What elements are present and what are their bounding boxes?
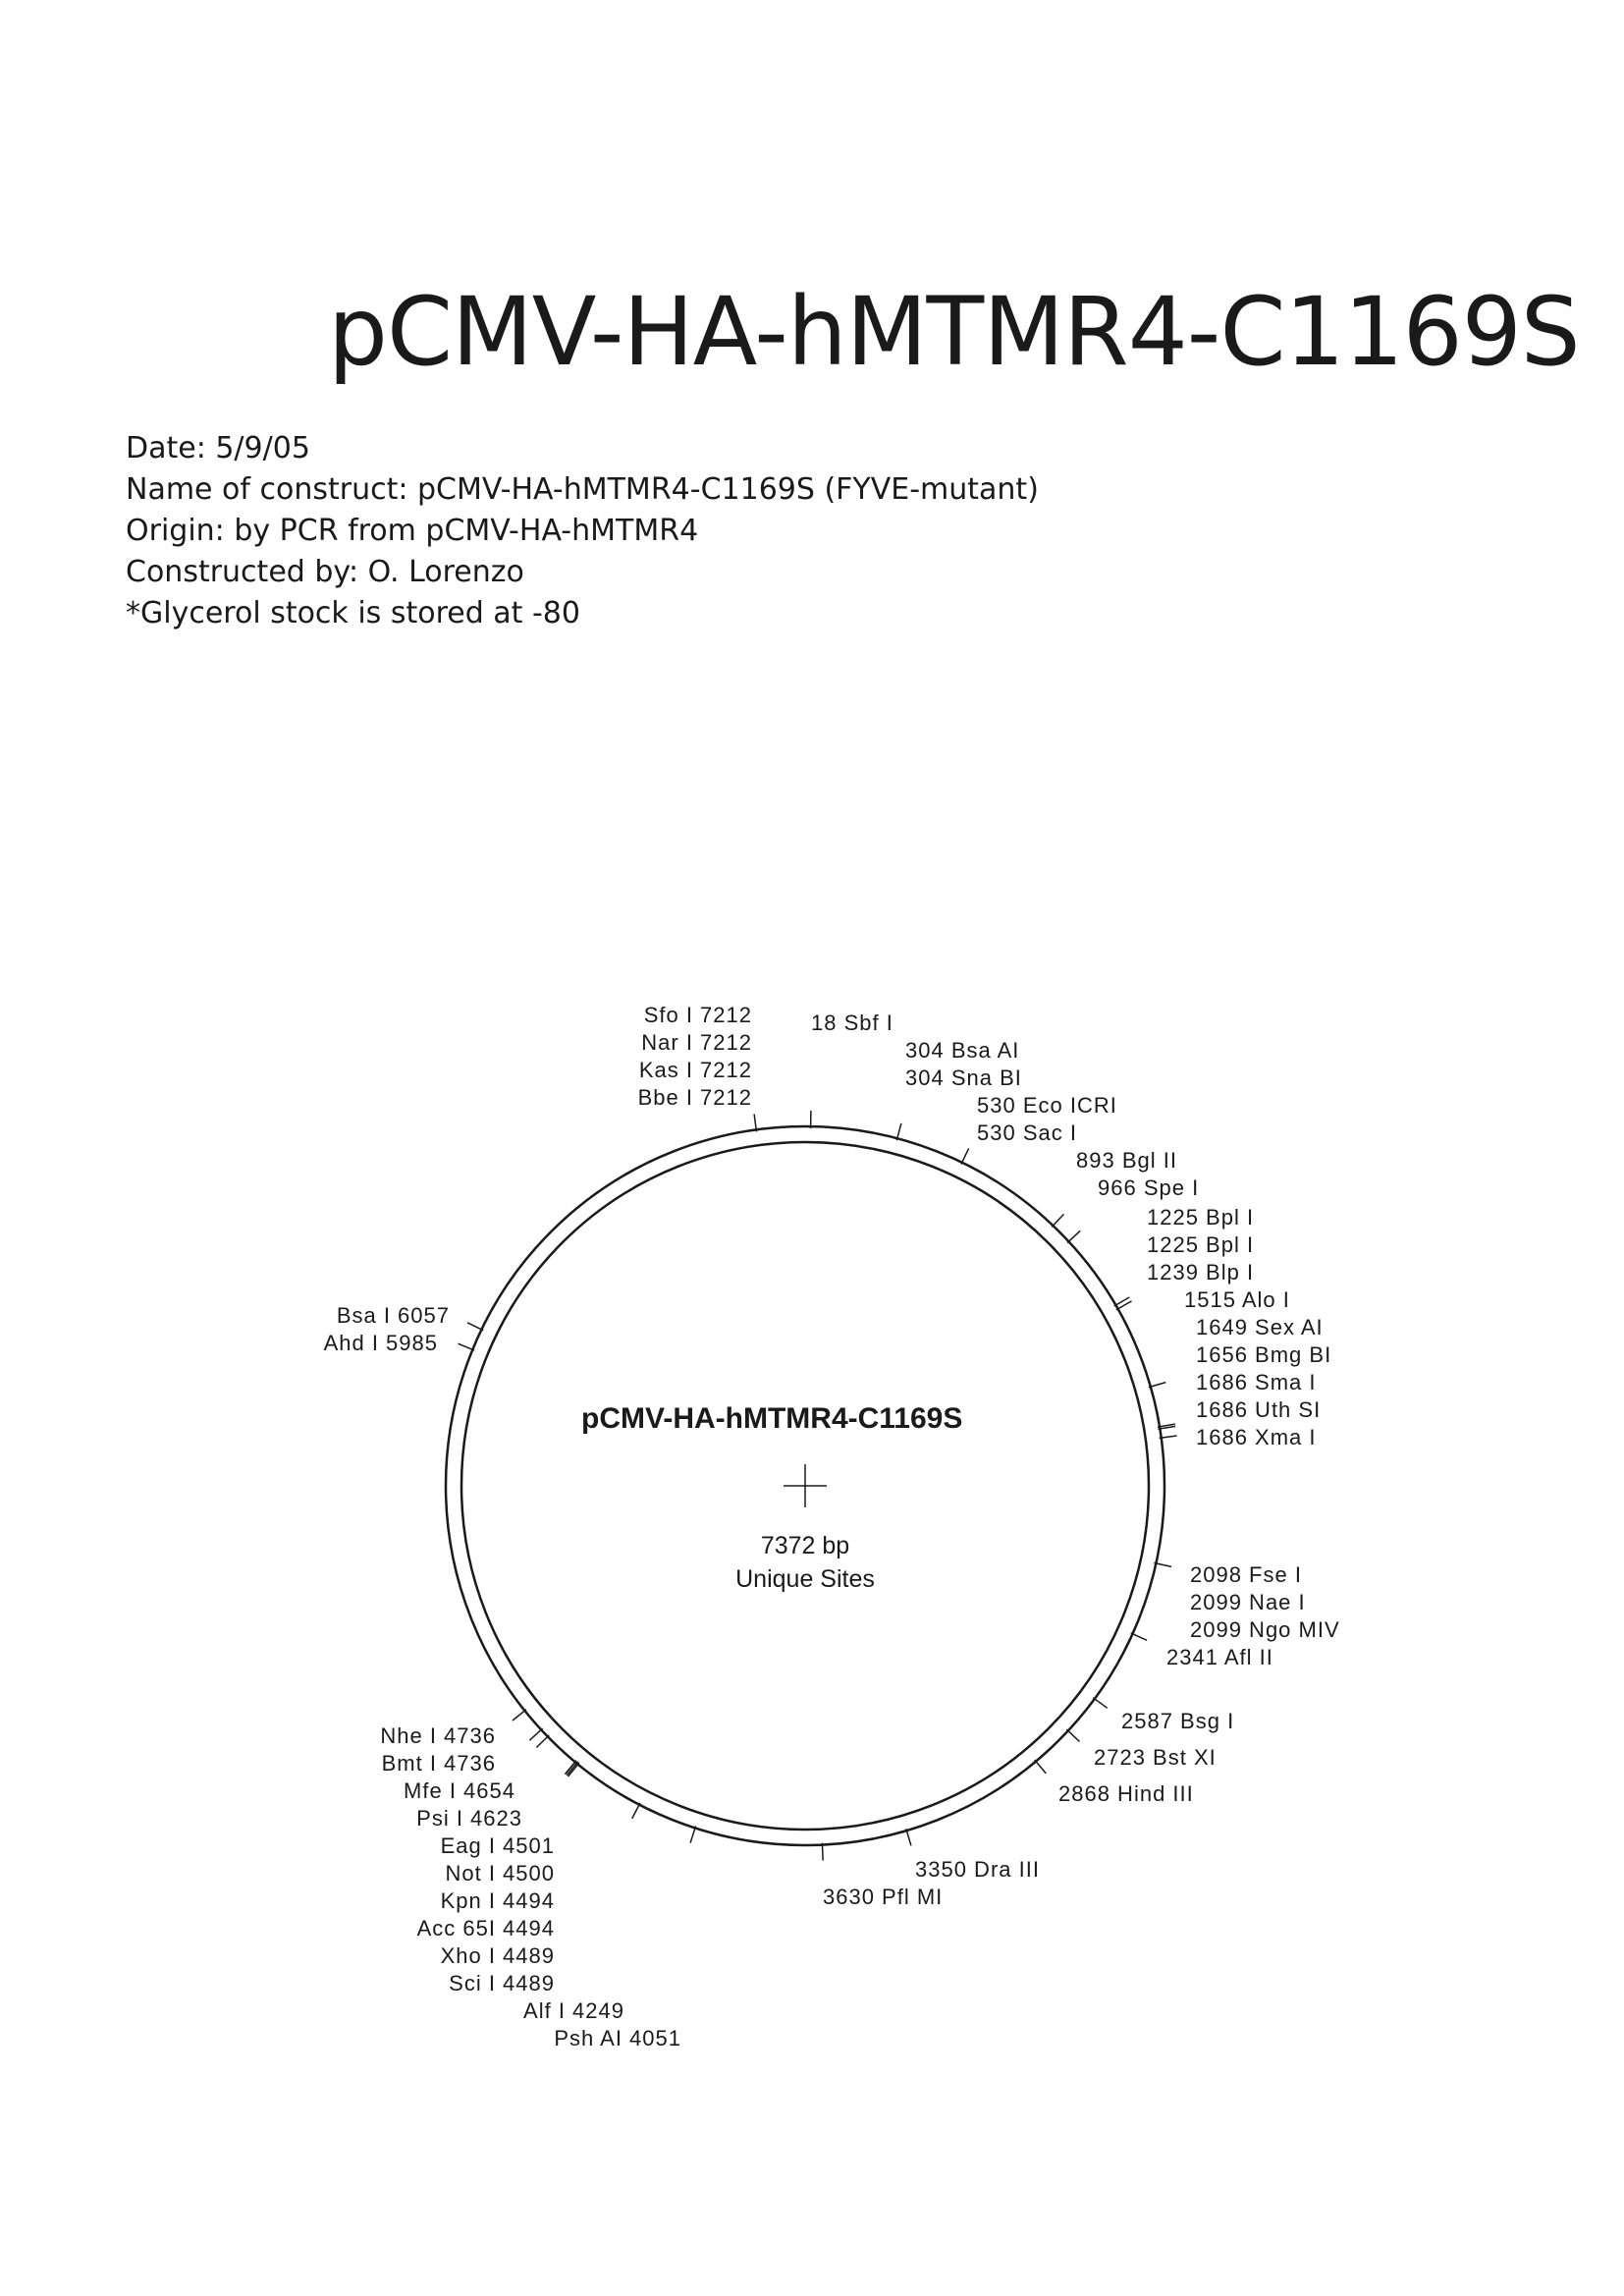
site-tick-3 xyxy=(961,1148,969,1164)
site-label-28: 3630 Pfl MI xyxy=(823,1885,944,1909)
site-label-30: Alf I 4249 xyxy=(523,1998,624,2023)
site-label-15: 1649 Sex AI xyxy=(1196,1315,1324,1339)
site-label-32: Xho I 4489 xyxy=(440,1943,555,1968)
site-label-3: Bbe I 7212 xyxy=(637,1085,752,1110)
site-label-1: Nar I 7212 xyxy=(641,1030,752,1055)
site-tick-28 xyxy=(459,1343,475,1350)
site-label-21: 2099 Nae I xyxy=(1190,1590,1306,1614)
site-tick-16 xyxy=(1035,1760,1047,1774)
site-label-16: 1656 Bmg BI xyxy=(1196,1342,1332,1367)
site-label-37: Psi I 4623 xyxy=(416,1806,522,1831)
map-sites-label: Unique Sites xyxy=(735,1565,875,1593)
site-label-25: 2723 Bst XI xyxy=(1094,1745,1217,1770)
site-label-24: 2587 Bsg I xyxy=(1121,1709,1235,1733)
site-label-14: 1515 Alo I xyxy=(1184,1287,1290,1312)
site-label-41: Ahd I 5985 xyxy=(323,1331,438,1355)
site-label-27: 3350 Dra III xyxy=(915,1857,1040,1882)
site-label-17: 1686 Sma I xyxy=(1196,1370,1317,1394)
site-label-34: Kpn I 4494 xyxy=(440,1888,555,1913)
site-label-23: 2341 Afl II xyxy=(1166,1645,1273,1669)
site-label-31: Sci I 4489 xyxy=(449,1971,555,1995)
site-label-18: 1686 Uth SI xyxy=(1196,1397,1322,1422)
info-constructed-by: Constructed by: O. Lorenzo xyxy=(126,555,524,589)
site-tick-19 xyxy=(690,1827,696,1843)
site-label-7: 530 Eco ICRI xyxy=(977,1093,1117,1118)
site-label-29: Psh AI 4051 xyxy=(554,2026,681,2050)
site-tick-13 xyxy=(1131,1633,1147,1640)
site-tick-14 xyxy=(1093,1698,1108,1709)
site-tick-26 xyxy=(529,1728,542,1740)
page-title: pCMV-HA-hMTMR4-C1169S xyxy=(328,277,1580,387)
site-label-35: Not I 4500 xyxy=(445,1861,555,1886)
site-label-26: 2868 Hind III xyxy=(1058,1781,1194,1806)
site-label-2: Kas I 7212 xyxy=(638,1058,752,1082)
site-label-4: 18 Sbf I xyxy=(811,1011,893,1035)
site-label-33: Acc 65I 4494 xyxy=(416,1916,555,1941)
site-label-39: Bmt I 4736 xyxy=(381,1751,496,1776)
info-glycerol-stock: *Glycerol stock is stored at -80 xyxy=(126,596,580,630)
site-tick-22 xyxy=(567,1762,578,1776)
site-tick-27 xyxy=(513,1710,526,1721)
site-tick-18 xyxy=(822,1843,823,1861)
map-construct-name: pCMV-HA-hMTMR4-C1169S xyxy=(581,1402,963,1435)
site-tick-29 xyxy=(467,1323,483,1331)
info-date: Date: 5/9/05 xyxy=(126,431,310,465)
site-label-20: 2098 Fse I xyxy=(1190,1562,1302,1587)
site-label-40: Nhe I 4736 xyxy=(380,1723,496,1748)
site-label-9: 893 Bgl II xyxy=(1076,1148,1177,1173)
site-labels xyxy=(324,1003,1340,2050)
site-tick-25 xyxy=(536,1735,549,1748)
site-label-11: 1225 Bpl I xyxy=(1147,1205,1255,1230)
site-label-19: 1686 Xma I xyxy=(1196,1425,1317,1449)
site-tick-15 xyxy=(1066,1729,1079,1741)
site-label-22: 2099 Ngo MIV xyxy=(1190,1617,1340,1642)
site-label-13: 1239 Blp I xyxy=(1147,1260,1255,1285)
info-origin: Origin: by PCR from pCMV-HA-hMTMR4 xyxy=(126,514,699,548)
site-tick-4 xyxy=(1052,1214,1063,1227)
site-label-10: 966 Spe I xyxy=(1098,1175,1200,1200)
center-crosshair xyxy=(784,1464,827,1507)
site-label-38: Mfe I 4654 xyxy=(404,1778,515,1803)
site-label-0: Sfo I 7212 xyxy=(643,1003,752,1027)
site-label-42: Bsa I 6057 xyxy=(336,1303,450,1328)
site-label-36: Eag I 4501 xyxy=(440,1833,555,1858)
info-construct-name: Name of construct: pCMV-HA-hMTMR4-C1169S (FYVE-mutant) xyxy=(126,472,1039,507)
site-tick-6 xyxy=(1114,1297,1130,1306)
map-length: 7372 bp xyxy=(760,1532,850,1559)
site-label-6: 304 Sna BI xyxy=(905,1066,1022,1090)
site-tick-5 xyxy=(1067,1230,1080,1242)
site-label-8: 530 Sac I xyxy=(977,1121,1077,1145)
site-tick-20 xyxy=(632,1803,640,1819)
site-label-12: 1225 Bpl I xyxy=(1147,1232,1255,1257)
site-tick-7 xyxy=(1116,1301,1132,1310)
site-label-5: 304 Bsa AI xyxy=(905,1038,1020,1063)
